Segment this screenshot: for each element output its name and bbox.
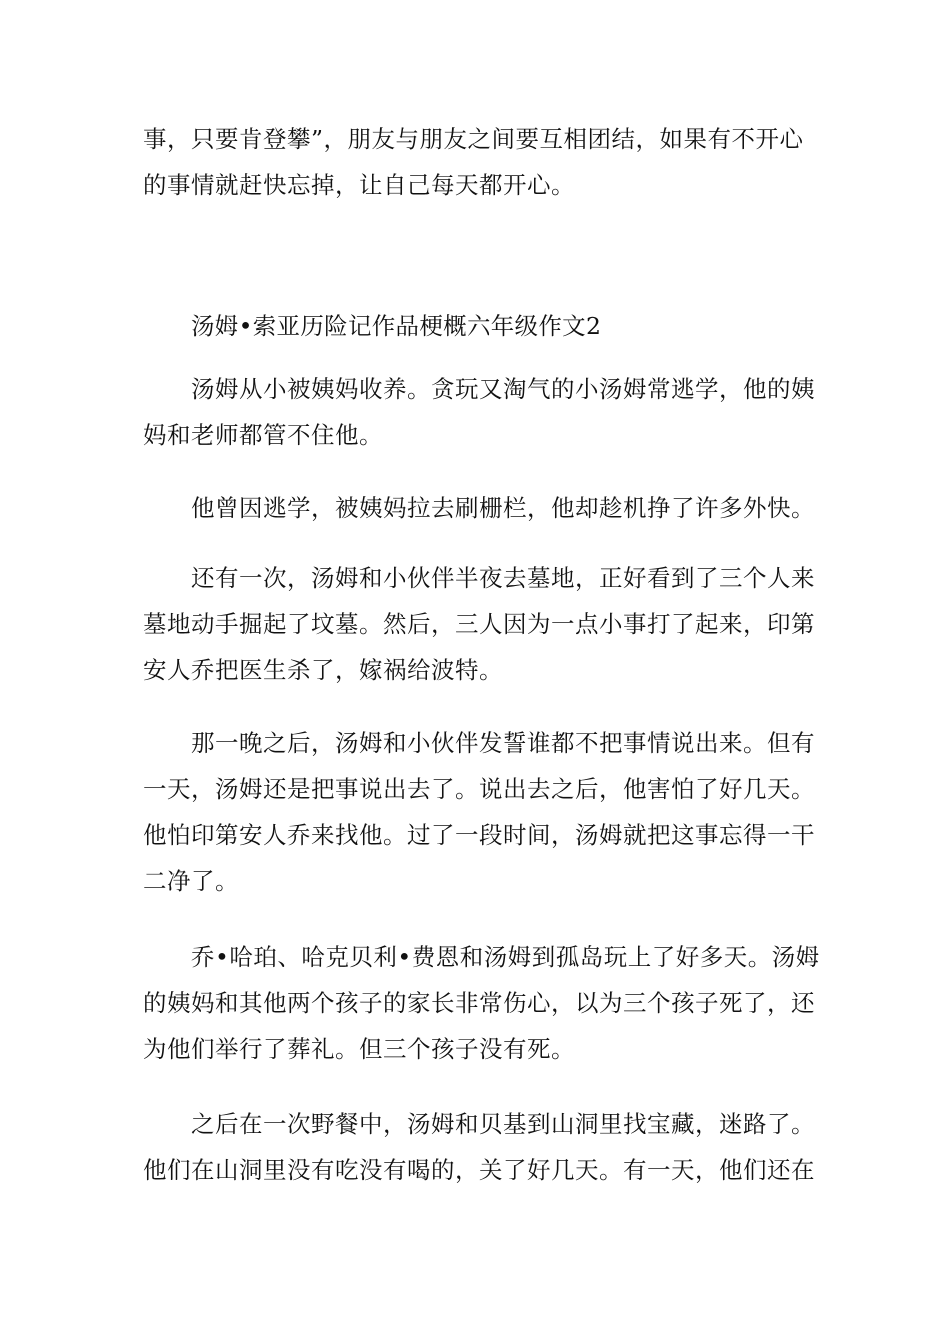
text-line: 墓地动手掘起了坟墓。然后，三人因为一点小事打了起来，印第 [143,610,815,638]
text-line: 汤姆从小被姨妈收养。贪玩又淘气的小汤姆常逃学，他的姨 [191,375,815,403]
text-line: 一天，汤姆还是把事说出去了。说出去之后，他害怕了好几天。 [143,775,815,803]
paragraph-3 [143,555,813,693]
section-heading: 汤姆•索亚历险记作品梗概六年级作文2 [191,312,602,340]
text-line: 妈和老师都管不住他。 [143,421,383,449]
text-line: 的姨妈和其他两个孩子的家长非常伤心，以为三个孩子死了，还 [143,989,815,1017]
text-line: 的事情就赶快忘掉，让自己每天都开心。 [143,171,575,199]
paragraph-4 [143,720,813,904]
text-line: 事，只要肯登攀”，朋友与朋友之间要互相团结，如果有不开心 [143,125,804,153]
text-line: 为他们举行了葬礼。但三个孩子没有死。 [143,1035,575,1063]
paragraph-1 [143,366,813,458]
paragraph-5 [143,934,820,1072]
text-line: 那一晚之后，汤姆和小伙伴发誓谁都不把事情说出来。但有 [191,729,815,757]
text-line: 乔•哈珀、哈克贝利•费恩和汤姆到孤岛玩上了好多天。汤姆 [191,943,820,971]
text-line: 他曾因逃学，被姨妈拉去刷栅栏，他却趁机挣了许多外快。 [191,494,815,522]
text-line: 安人乔把医生杀了，嫁祸给波特。 [143,656,503,684]
intro-paragraph [143,116,813,208]
text-line: 他们在山洞里没有吃没有喝的，关了好几天。有一天，他们还在 [143,1156,815,1184]
paragraph-2 [143,485,813,531]
text-line: 之后在一次野餐中，汤姆和贝基到山洞里找宝藏，迷路了。 [191,1110,815,1138]
paragraph-6 [143,1101,813,1193]
text-line: 二净了。 [143,867,239,895]
text-line: 他怕印第安人乔来找他。过了一段时间，汤姆就把这事忘得一干 [143,821,815,849]
text-line: 还有一次，汤姆和小伙伴半夜去墓地，正好看到了三个人来 [191,564,815,592]
